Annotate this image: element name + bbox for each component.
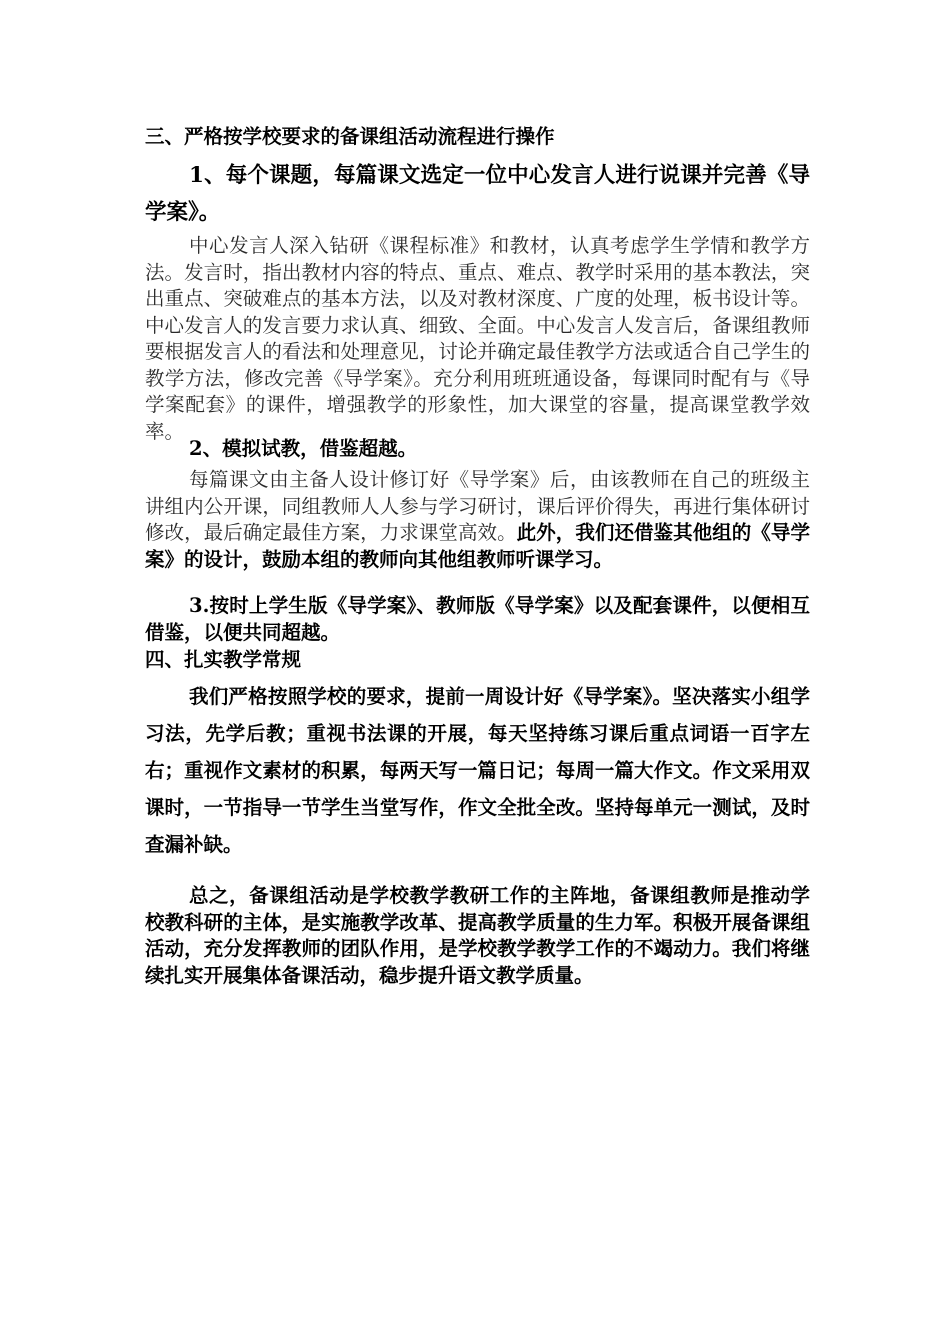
section-heading-3: 三、严格按学校要求的备课组活动流程进行操作 (145, 125, 555, 148)
item-2-body-text: 每篇课文由主备人设计修订好《导学案》后，由该教师在自己的班级主讲组内公开课，同组教师人人参与学习研讨，课后评价得失，再进行集体研讨修改，最后确定最佳方案，力求课堂高效。 (145, 468, 810, 544)
item-1-body: 中心发言人深入钻研《课程标准》和教材，认真考虑学生学情和教学方法。发言时，指出教材内容的特点、重点、难点、教学时采用的基本教法，突出重点、突破难点的基本方法，以及对教材深度、广度的处理，板书设计等。中心发言人的发言要力求认真、细致、全面。中心发言人发言后，备课组教师要根据发言人的看法和处理意见，讨论并确定最佳教学方法或适合自己学生的教学方法，修改完善《导学案》。充分利用班班通设备，每课同时配有与《导学案配套》的课件，增强教学的形象性，加大课堂的容量，提高课堂教学效率。 (145, 234, 810, 443)
item-3: 3.按时上学生版《导学案》、教师版《导学案》以及配套课件，以便相互借鉴，以便共同超越。 (145, 594, 810, 644)
item-2-body-emphasis: 此外，我们还借鉴其他组的《导学案》的设计，鼓励本组的教师向其他组教师听课学习。 (145, 521, 810, 571)
section-heading-4: 四、扎实教学常规 (145, 648, 302, 671)
item-2-body (145, 467, 810, 573)
item-1-title: 1、每个课题，每篇课文选定一位中心发言人进行说课并完善《导学案》。 (145, 163, 810, 225)
item-2-title: 2、模拟试教，借鉴超越。 (189, 437, 418, 460)
section-4-body: 我们严格按照学校的要求，提前一周设计好《导学案》。坚决落实小组学习法，先学后教；重视书法课的开展，每天坚持练习课后重点词语一百字左右；重视作文素材的积累，每两天写一篇日记；每周一篇大作文。作文采用双课时，一节指导一节学生当堂写作，作文全批全改。坚持每单元一测试，及时查漏补缺。 (145, 685, 810, 856)
summary-paragraph: 总之，备课组活动是学校教学教研工作的主阵地，备课组教师是推动学校教科研的主体，是实施教学改革、提高教学质量的生力军。积极开展备课组活动，充分发挥教师的团队作用，是学校教学教学工作的不竭动力。我们将继续扎实开展集体备课活动，稳步提升语文教学质量。 (145, 884, 810, 987)
